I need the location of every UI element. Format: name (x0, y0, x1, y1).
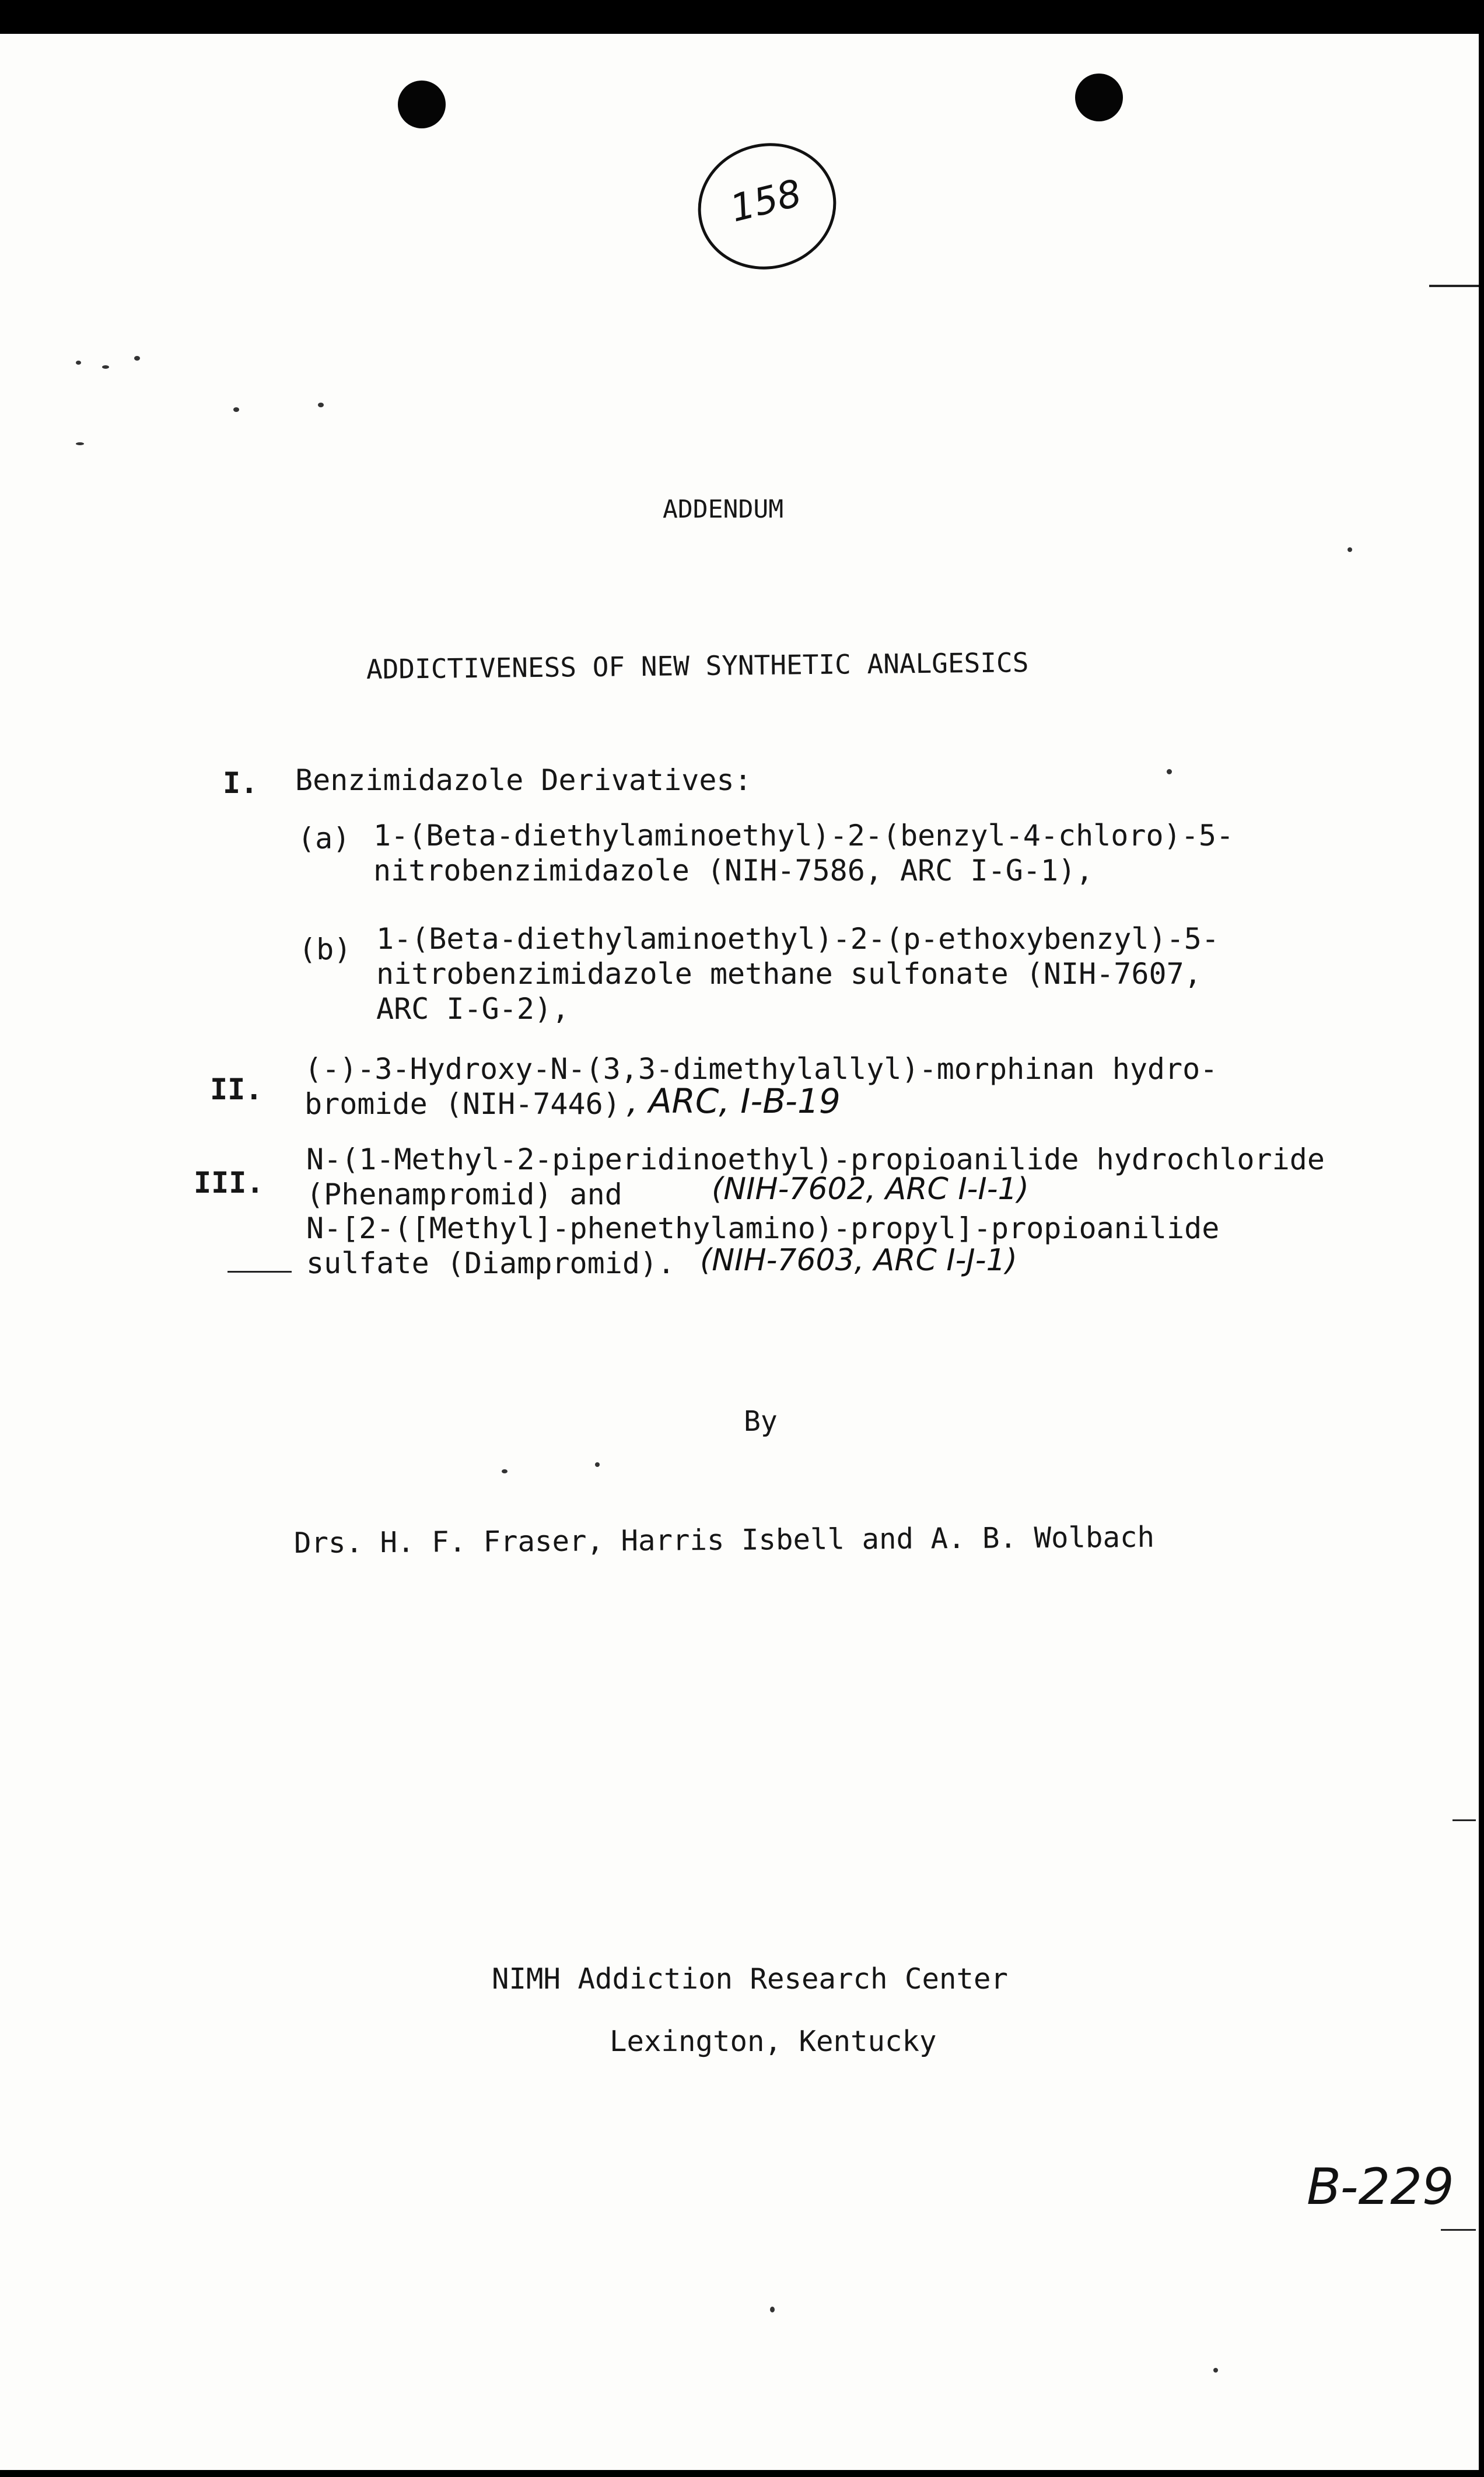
scan-speck (1348, 547, 1352, 552)
section-3-handwritten-note-2: (NIH-7603, ARC I-J-1) (700, 1243, 1017, 1278)
section-3-line-1: N-(1-Methyl-2-piperidinoethyl)-propioanilide hydrochloride (306, 1143, 1325, 1176)
scan-mark (1452, 1819, 1476, 1821)
scan-speck (1167, 769, 1172, 774)
document-code: B-229 (1307, 2158, 1454, 2216)
scan-speck (76, 442, 84, 445)
scan-speck (102, 365, 109, 369)
scan-speck (770, 2307, 775, 2312)
scan-speck (1213, 2368, 1218, 2373)
item-a-line-1: 1-(Beta-diethylaminoethyl)-2-(benzyl-4-chloro)-5- (373, 819, 1234, 853)
scan-mark (228, 1271, 292, 1273)
item-b-line-1: 1-(Beta-diethylaminoethyl)-2-(p-ethoxybenzyl)-5- (376, 922, 1219, 956)
item-b-line-2: nitrobenzimidazole methane sulfonate (NIH-7607, (376, 957, 1202, 991)
section-numeral-3: III. (194, 1166, 264, 1200)
section-numeral-2: II. (210, 1072, 263, 1106)
scan-speck (134, 356, 140, 361)
scan-speck (595, 1462, 600, 1467)
section-2-handwritten-note: , ARC, I-B-19 (627, 1081, 841, 1121)
section-2-line-1: (-)-3-Hydroxy-N-(3,3-dimethylallyl)-morphinan hydro- (304, 1052, 1218, 1086)
punch-hole-right (1075, 74, 1123, 121)
scan-speck (233, 407, 239, 412)
item-marker-b: (b) (299, 932, 352, 966)
document-page (0, 34, 1479, 2470)
section-heading-1: Benzimidazole Derivatives: (295, 763, 752, 797)
section-3-line-3: N-[2-([Methyl]-phenethylamino)-propyl]-propioanilide (306, 1211, 1220, 1245)
authors: Drs. H. F. Fraser, Harris Isbell and A. B. Wolbach (293, 1520, 1155, 1560)
scan-mark (1429, 285, 1479, 287)
addendum-heading: ADDENDUM (663, 495, 784, 524)
page-number: 158 (726, 172, 806, 231)
section-2-line-2: bromide (NIH-7446) (304, 1087, 621, 1121)
section-3-line-4: sulfate (Diampromid). (306, 1246, 676, 1280)
scan-speck (502, 1469, 508, 1473)
section-3-line-2: (Phenampromid) and (306, 1178, 622, 1211)
scan-mark (1441, 2229, 1476, 2231)
scan-speck (318, 403, 324, 407)
item-b-line-3: ARC I-G-2), (376, 992, 570, 1026)
institution-name: NIMH Addiction Research Center (492, 1962, 1009, 1996)
item-marker-a: (a) (298, 822, 351, 855)
institution-location: Lexington, Kentucky (610, 2025, 937, 2058)
document-title: ADDICTIVENESS OF NEW SYNTHETIC ANALGESICS (366, 647, 1029, 685)
section-3-handwritten-note-1: (NIH-7602, ARC I-I-1) (712, 1172, 1029, 1207)
item-a-line-2: nitrobenzimidazole (NIH-7586, ARC I-G-1), (373, 854, 1094, 888)
scan-speck (76, 361, 81, 365)
by-label: By (744, 1405, 778, 1438)
punch-hole-left (398, 81, 446, 128)
section-numeral-1: I. (223, 766, 258, 800)
